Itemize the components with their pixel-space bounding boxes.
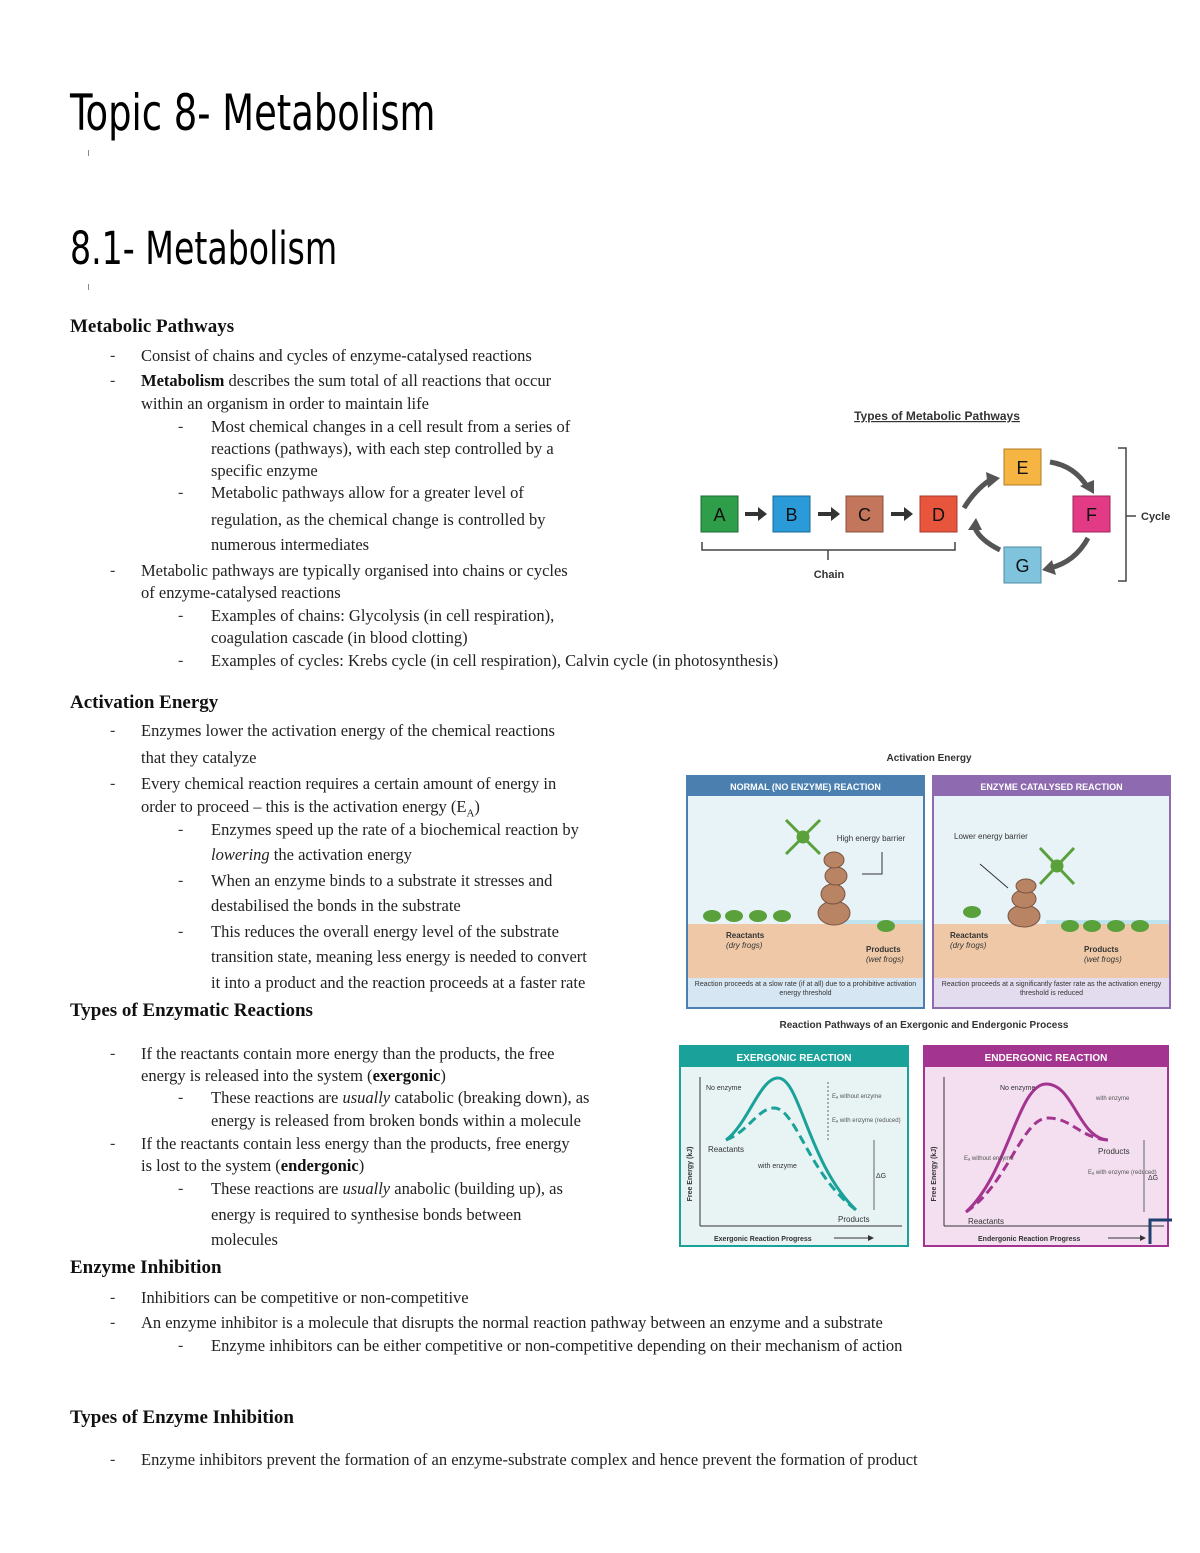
x-axis-label: Endergonic Reaction Progress: [978, 1236, 1081, 1243]
node-a-label: A: [713, 505, 726, 525]
bullet-dash: -: [178, 1180, 184, 1197]
sub-bullet-text: molecules: [211, 1230, 278, 1249]
sub-bullet-text: Metabolic pathways allow for a greater level of: [211, 483, 524, 502]
text-part: anabolic (building up), as: [390, 1179, 563, 1198]
italic-term: usually: [342, 1088, 391, 1107]
ea-without-label: Eₐ without enzyme: [964, 1156, 1014, 1162]
panel-header: ENDERGONIC REACTION: [984, 1053, 1108, 1064]
bullet-dash: -: [110, 562, 116, 579]
chain-label: Chain: [813, 569, 845, 581]
no-enzyme-label: No enzyme: [706, 1085, 742, 1092]
sub-bullet-text: coagulation cascade (in blood clotting): [211, 628, 468, 647]
no-enzyme-label: No enzyme: [1000, 1085, 1036, 1092]
barrier-label: High energy barrier: [836, 834, 906, 843]
text-part: ): [440, 1066, 446, 1085]
products-label: Products: [1084, 945, 1119, 954]
x-axis-label: Exergonic Reaction Progress: [714, 1236, 812, 1243]
ea-without-label: Eₐ without enzyme: [832, 1094, 882, 1100]
reactants-label: Reactants: [950, 931, 989, 940]
bullet-dash: -: [178, 652, 184, 669]
bullet-dash: -: [110, 347, 116, 364]
italic-term: lowering: [211, 845, 270, 864]
sub-bullet-text: Enzymes speed up the rate of a biochemical reaction by: [211, 820, 579, 839]
italic-term: usually: [342, 1179, 391, 1198]
bullet-text: [141, 1155, 364, 1177]
section-title: 8.1- Metabolism: [70, 222, 338, 275]
sub-bullet-text: This reduces the overall energy level of the substrate: [211, 922, 559, 941]
bullet-text: Every chemical reaction requires a certain amount of energy in: [141, 774, 557, 793]
node-e-label: E: [1016, 458, 1029, 478]
delta-g-label: ΔG: [1148, 1175, 1159, 1182]
panel-enzyme: [933, 776, 1170, 1008]
figure-title: Reaction Pathways of an Exergonic and Endergonic Process: [779, 1020, 1069, 1031]
bullet-text: Enzyme inhibitors prevent the formation of an enzyme-substrate complex and hence prevent the formation of product: [141, 1450, 918, 1469]
bold-term: Metabolism: [141, 371, 225, 390]
page-title: Topic 8- Metabolism: [70, 84, 436, 142]
figure-title: Types of Metabolic Pathways: [854, 409, 1020, 423]
bullet-text: If the reactants contain more energy than the products, the free: [141, 1044, 555, 1063]
bullet-text: Metabolic pathways are typically organised into chains or cycles: [141, 561, 568, 580]
bullet-text: of enzyme-catalysed reactions: [141, 583, 341, 602]
bullet-dash: -: [110, 1289, 116, 1306]
products-sub: (wet frogs): [866, 955, 904, 964]
reactants-sub: (dry frogs): [726, 941, 763, 950]
divider-mark: [88, 284, 89, 290]
panel-footer: [692, 980, 919, 1006]
heading-enzyme-inhibition: Enzyme Inhibition: [70, 1257, 222, 1278]
text-part: the activation energy: [269, 845, 412, 864]
sub-bullet-text: Enzyme inhibitors can be either competitive or non-competitive depending on their mechanism of action: [211, 1336, 903, 1355]
heading-types-of-inhibition: Types of Enzyme Inhibition: [70, 1407, 294, 1428]
cycle-bracket: [1118, 448, 1126, 581]
bullet-text: within an organism in order to maintain life: [141, 394, 429, 413]
reaction-pathways-figure: [678, 1014, 1174, 1248]
activation-energy-figure: [686, 748, 1172, 1010]
panel-exergonic: [680, 1046, 908, 1246]
y-axis-label: Free Energy (kJ): [931, 1146, 938, 1202]
reactant-frog: [963, 906, 981, 918]
node-c-label: C: [858, 505, 871, 525]
sub-bullet-text: numerous intermediates: [211, 535, 370, 554]
text-part: energy is released into the system (: [141, 1066, 373, 1085]
sub-bullet-text: destabilised the bonds in the substrate: [211, 896, 461, 915]
delta-g-label: ΔG: [876, 1173, 887, 1180]
bullet-text: that they catalyze: [141, 748, 257, 767]
product-frog: [877, 920, 895, 932]
bullet-dash: -: [110, 1045, 116, 1062]
bullet-dash: -: [110, 1451, 116, 1468]
text-part: These reactions are: [211, 1179, 343, 1198]
products-sub: (wet frogs): [1084, 955, 1122, 964]
bullet-text: An enzyme inhibitor is a molecule that disrupts the normal reaction pathway between an enzyme and a substrate: [141, 1313, 883, 1332]
sub-bullet-text: energy is required to synthesise bonds between: [211, 1205, 522, 1224]
bullet-dash: -: [110, 722, 116, 739]
bullet-text: [141, 370, 551, 392]
node-f-label: F: [1086, 505, 1097, 525]
with-enzyme-label: with enzyme: [1096, 1096, 1130, 1102]
sub-bullet-text: [211, 1178, 563, 1200]
reactants-label: Reactants: [708, 1145, 745, 1154]
bullet-dash: -: [178, 1337, 184, 1354]
bullet-dash: -: [110, 1135, 116, 1152]
bullet-dash: -: [178, 821, 184, 838]
text-part: is lost to the system (: [141, 1156, 281, 1175]
metabolic-pathways-figure: [690, 400, 1180, 590]
text-part: ): [474, 797, 480, 816]
reactants-sub: (dry frogs): [950, 941, 987, 950]
sub-bullet-text: it into a product and the reaction proceeds at a faster rate: [211, 973, 586, 992]
bullet-dash: -: [178, 484, 184, 501]
sub-bullet-text: [211, 844, 412, 866]
text-part: catabolic (breaking down), as: [390, 1088, 590, 1107]
node-b-label: B: [785, 505, 798, 525]
with-enzyme-label: with enzyme: [758, 1163, 797, 1170]
bullet-text: If the reactants contain less energy than the products, free energy: [141, 1134, 570, 1153]
sub-bullet-text: Examples of chains: Glycolysis (in cell respiration),: [211, 606, 555, 625]
panel-footer: [938, 980, 1165, 1006]
panel-header: ENZYME CATALYSED REACTION: [980, 782, 1123, 792]
chain-bracket: [702, 542, 955, 550]
sub-bullet-text: transition state, meaning less energy is needed to convert: [211, 947, 587, 966]
ea-with-label: Eₐ with enzyme (reduced): [1088, 1170, 1157, 1176]
heading-activation-energy: Activation Energy: [70, 692, 219, 713]
heading-metabolic-pathways: Metabolic Pathways: [70, 316, 235, 337]
products-label: Products: [838, 1215, 870, 1224]
text-part: order to proceed – this is the activation energy (E: [141, 797, 467, 816]
text-part: These reactions are: [211, 1088, 343, 1107]
node-d-label: D: [932, 505, 945, 525]
barrier-label: Lower energy barrier: [954, 832, 1028, 841]
sub-bullet-text: Examples of cycles: Krebs cycle (in cell respiration), Calvin cycle (in photosynthesis): [211, 651, 779, 670]
bullet-dash: -: [178, 923, 184, 940]
cycle-nodes: [1004, 449, 1110, 583]
bullet-text: Consist of chains and cycles of enzyme-catalysed reactions: [141, 346, 532, 365]
products-label: Products: [866, 945, 901, 954]
panel-header: EXERGONIC REACTION: [736, 1053, 852, 1064]
sub-bullet-text: When an enzyme binds to a substrate it stresses and: [211, 871, 553, 890]
sub-bullet-text: Most chemical changes in a cell result from a series of: [211, 417, 571, 436]
bullet-dash: -: [178, 607, 184, 624]
reactants-label: Reactants: [968, 1217, 1005, 1226]
bullet-dash: -: [178, 1089, 184, 1106]
node-g-label: G: [1015, 556, 1030, 576]
divider-mark: [88, 150, 89, 156]
panel-footer-text: Reaction proceeds at a slow rate (if at all) due to a prohibitive activation energy threshold: [694, 981, 917, 997]
subscript: A: [466, 807, 475, 820]
sub-bullet-text: energy is released from broken bonds within a molecule: [211, 1111, 581, 1130]
bullet-dash: -: [178, 872, 184, 889]
panel-header: NORMAL (NO ENZYME) REACTION: [730, 782, 881, 792]
sub-bullet-text: reactions (pathways), with each step controlled by a: [211, 439, 554, 458]
ea-with-label: Eₐ with enzyme (reduced): [832, 1118, 901, 1124]
sub-bullet-text: specific enzyme: [211, 461, 318, 480]
sub-bullet-text: regulation, as the chemical change is controlled by: [211, 510, 546, 529]
text-part: ): [358, 1156, 365, 1175]
panel-footer-text: Reaction proceeds at a significantly faster rate as the activation energy threshold is reduced: [941, 981, 1162, 997]
chain-arrows: [745, 507, 913, 521]
reactants-label: Reactants: [726, 931, 765, 940]
sub-bullet-text: [211, 1087, 589, 1109]
bold-term: endergonic: [280, 1156, 359, 1175]
bullet-text: [141, 1065, 446, 1087]
panel-no-enzyme: [687, 776, 924, 1008]
bullet-dash: -: [110, 775, 116, 792]
figure-title: Activation Energy: [886, 753, 972, 764]
heading-enzymatic-reactions: Types of Enzymatic Reactions: [70, 1000, 313, 1021]
bullet-dash: -: [110, 372, 116, 389]
cycle-label: Cycle: [1141, 511, 1171, 523]
panel-endergonic: [924, 1046, 1172, 1246]
bullet-text: Inhibitiors can be competitive or non-competitive: [141, 1288, 469, 1307]
products-label: Products: [1098, 1147, 1130, 1156]
y-axis-label: Free Energy (kJ): [687, 1146, 694, 1202]
bullet-text: Enzymes lower the activation energy of the chemical reactions: [141, 721, 555, 740]
bullet-dash: -: [178, 418, 184, 435]
bullet-dash: -: [110, 1314, 116, 1331]
bullet-text-rest: describes the sum total of all reactions that occur: [224, 371, 552, 390]
bold-term: exergonic: [372, 1066, 441, 1085]
